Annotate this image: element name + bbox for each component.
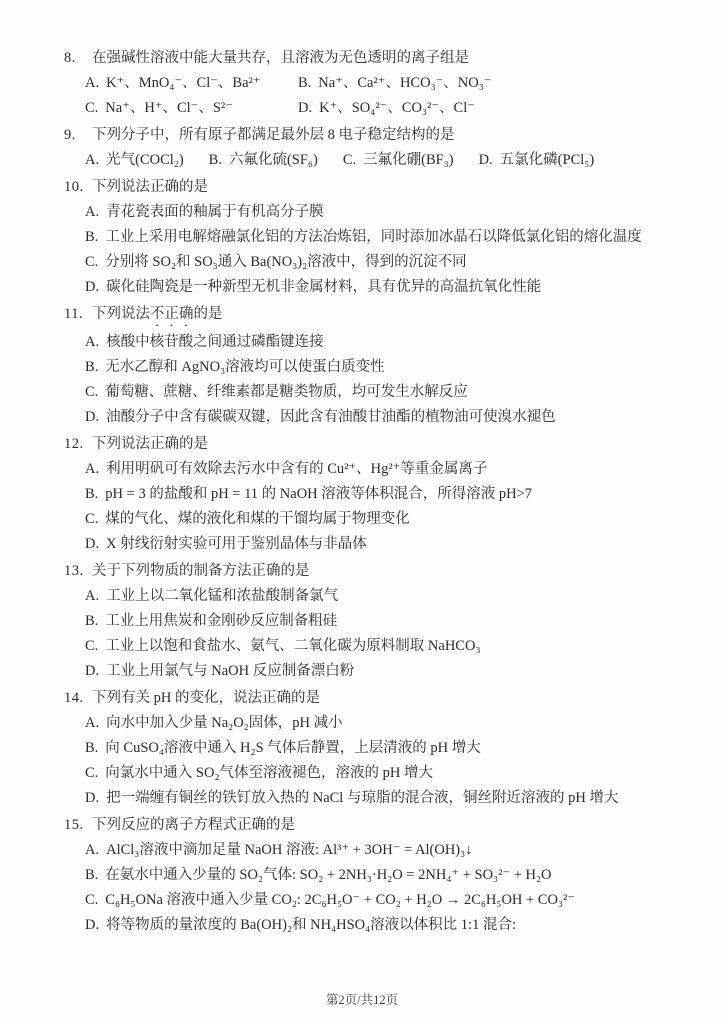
option-text-D: 将等物质的量浓度的 Ba(OH)₂和 NH₄HSO₄溶液以体积比 1:1 混合: [106, 917, 516, 933]
question-12-option-C [85, 507, 690, 532]
question-15-option-C [85, 888, 690, 913]
question-10-option-A [85, 200, 690, 225]
option-label-D: D. [85, 279, 100, 295]
question-10-stem-row [64, 175, 690, 200]
question-8-stem-text: 在强碱性溶液中能大量共存，且溶液为无色透明的离子组是 [92, 50, 469, 66]
option-label-D: D. [478, 152, 493, 168]
option-text-B: 六氟化硫(SF₆) [228, 152, 318, 168]
option-label-D: D. [85, 663, 100, 679]
option-label-C: C. [85, 638, 99, 654]
question-10-stem-text: 下列说法正确的是 [92, 179, 208, 195]
question-13-option-D [85, 659, 690, 684]
question-8-option-D [298, 96, 690, 121]
option-label-A: A. [85, 715, 100, 731]
option-text-A: AlCl₃溶液中滴加足量 NaOH 溶液: Al³⁺ + 3OH⁻ = Al(OH)₃↓ [106, 842, 473, 858]
question-9-stem-row [64, 123, 690, 148]
option-label-A: A. [85, 588, 100, 604]
option-label-B: B. [85, 486, 99, 502]
option-text-C: Na⁺、H⁺、Cl⁻、S²⁻ [105, 100, 233, 116]
option-text-D: K⁺、SO₄²⁻、CO₃²⁻、Cl⁻ [319, 100, 475, 116]
question-10 [64, 175, 690, 300]
question-11-number: 11. [64, 306, 84, 322]
question-13-number: 13. [64, 563, 84, 579]
option-label-C: C. [85, 254, 99, 270]
question-9-number: 9. [64, 127, 76, 143]
question-13-stem-text: 关于下列物质的制备方法正确的是 [92, 563, 310, 579]
question-9-option-B [209, 148, 318, 173]
option-text-D: 工业上用氯气与 NaOH 反应制备漂白粉 [106, 663, 355, 679]
option-label-A: A. [85, 842, 100, 858]
option-label-C: C. [85, 384, 99, 400]
question-11-option-A [85, 330, 690, 355]
question-12-option-B [85, 482, 690, 507]
question-14-option-D [85, 786, 690, 811]
option-text-A: 青花瓷表面的釉属于有机高分子膜 [106, 204, 324, 220]
question-9 [64, 123, 690, 173]
question-8 [64, 46, 690, 121]
option-text-B: 工业上采用电解熔融氯化铝的方法冶炼铝，同时添加冰晶石以降低氯化铝的熔化温度 [105, 229, 642, 245]
question-9-option-D [479, 148, 595, 173]
option-label-D: D. [85, 917, 100, 933]
question-8-option-B [298, 71, 690, 96]
option-label-A: A. [85, 334, 100, 350]
option-text-B: Na⁺、Ca²⁺、HCO₃⁻、NO₃⁻ [318, 75, 492, 91]
option-label-D: D. [85, 536, 100, 552]
option-text-D: 五氯化磷(PCl₅) [499, 152, 595, 168]
question-14-options [85, 711, 690, 811]
question-12-stem-text: 下列说法正确的是 [92, 436, 208, 452]
question-9-option-A [85, 148, 184, 173]
question-13-option-A [85, 584, 690, 609]
question-11-option-B [85, 355, 690, 380]
option-text-A: 向水中加入少量 Na₂O₂固体，pH 减小 [106, 715, 343, 731]
option-label-D: D. [85, 409, 100, 425]
option-text-D: X 射线衍射实验可用于鉴别晶体与非晶体 [106, 536, 367, 552]
question-14-stem-text: 下列有关 pH 的变化，说法正确的是 [92, 690, 320, 706]
question-15-options [85, 838, 690, 938]
option-label-A: A. [85, 461, 100, 477]
question-10-number: 10. [64, 179, 84, 195]
option-label-D: D. [298, 100, 313, 116]
option-label-C: C. [85, 892, 99, 908]
question-10-option-D [85, 275, 690, 300]
question-15-option-A [85, 838, 690, 863]
question-12-stem-row [64, 432, 690, 457]
question-12-option-D [85, 532, 690, 557]
option-text-B: 无水乙醇和 AgNO₃溶液均可以使蛋白质变性 [105, 359, 385, 375]
option-label-B: B. [85, 613, 99, 629]
question-15-stem-text: 下列反应的离子方程式正确的是 [92, 817, 295, 833]
question-14-option-C [85, 761, 690, 786]
question-11-option-C [85, 380, 690, 405]
option-label-C: C. [85, 100, 99, 116]
option-text-C: 分别将 SO₂和 SO₃通入 Ba(NO₃)₂溶液中，得到的沉淀不同 [105, 254, 467, 270]
question-10-option-C [85, 250, 690, 275]
question-9-options [85, 148, 690, 173]
question-10-option-B [85, 225, 690, 250]
question-14 [64, 686, 690, 811]
option-label-B: B. [85, 229, 99, 245]
question-12-options [85, 457, 690, 557]
option-label-C: C. [85, 765, 99, 781]
question-8-options [85, 71, 690, 121]
page-footer: 第2页/共12页 [325, 993, 399, 1007]
option-text-A: K⁺、MnO₄⁻、Cl⁻、Ba²⁺ [106, 75, 261, 91]
option-text-C: 葡萄糖、蔗糖、纤维素都是糖类物质，均可发生水解反应 [105, 384, 468, 400]
option-text-C: 三氟化硼(BF₃) [363, 152, 454, 168]
question-13-option-B [85, 609, 690, 634]
question-11-stem-emphasis: 不正确 [150, 306, 194, 322]
question-15-option-B [85, 863, 690, 888]
option-text-D: 把一端缠有铜丝的铁钉放入热的 NaCl 与琼脂的混合液，铜丝附近溶液的 pH 增大 [106, 790, 619, 806]
question-13-option-C [85, 634, 690, 659]
question-11-options [85, 330, 690, 430]
question-11-stem-row [64, 302, 690, 330]
question-10-options [85, 200, 690, 300]
option-label-C: C. [342, 152, 357, 168]
option-text-A: 光气(COCl₂) [106, 152, 184, 168]
option-text-C: 煤的气化、煤的液化和煤的干馏均属于物理变化 [105, 511, 410, 527]
question-list [64, 46, 690, 938]
option-label-B: B. [85, 359, 99, 375]
question-12-number: 12. [64, 436, 84, 452]
option-label-A: A. [85, 152, 100, 168]
question-9-stem-text: 下列分子中，所有原子都满足最外层 8 电子稳定结构的是 [92, 127, 455, 143]
question-14-option-B [85, 736, 690, 761]
option-label-A: A. [85, 204, 100, 220]
option-text-D: 碳化硅陶瓷是一种新型无机非金属材料，具有优异的高温抗氧化性能 [106, 279, 542, 295]
option-text-B: 工业上用焦炭和金刚砂反应制备粗硅 [105, 613, 338, 629]
option-text-C: 工业上以饱和食盐水、氨气、二氧化碳为原料制取 NaHCO₃ [105, 638, 481, 654]
question-8-stem-row [64, 46, 690, 71]
question-15 [64, 813, 690, 938]
question-11-stem-text: 下列说法不正确的是 [92, 306, 223, 322]
option-text-B: 在氨水中通入少量的 SO₂气体: SO₂ + 2NH₃·H₂O = 2NH₄⁺ + SO₃²⁻ + H₂O [105, 867, 552, 883]
option-label-C: C. [85, 511, 99, 527]
option-label-B: B. [208, 152, 222, 168]
question-8-option-A [85, 71, 298, 96]
exam-content [64, 46, 690, 940]
option-text-A: 核酸中核苷酸之间通过磷酯键连接 [106, 334, 324, 350]
option-text-C: C₆H₅ONa 溶液中通入少量 CO₂: 2C₆H₅O⁻ + CO₂ + H₂O → 2C₆H₅OH + CO₃²⁻ [105, 892, 576, 908]
option-label-A: A. [85, 75, 100, 91]
option-text-B: pH = 3 的盐酸和 pH = 11 的 NaOH 溶液等体积混合，所得溶液 pH>7 [105, 486, 533, 502]
option-text-B: 向 CuSO₄溶液中通入 H₂S 气体后静置，上层清液的 pH 增大 [105, 740, 481, 756]
option-text-C: 向氯水中通入 SO₂气体至溶液褪色，溶液的 pH 增大 [105, 765, 433, 781]
question-12 [64, 432, 690, 557]
question-9-option-C [343, 148, 454, 173]
option-label-B: B. [85, 740, 99, 756]
question-15-option-D [85, 913, 690, 938]
question-8-number: 8. [64, 50, 76, 66]
option-text-D: 油酸分子中含有碳碳双键，因此含有油酸甘油酯的植物油可使溴水褪色 [106, 409, 556, 425]
question-14-option-A [85, 711, 690, 736]
question-8-option-C [85, 96, 298, 121]
option-label-B: B. [85, 867, 99, 883]
question-11 [64, 302, 690, 430]
question-15-number: 15. [64, 817, 84, 833]
question-13-options [85, 584, 690, 684]
question-11-option-D [85, 405, 690, 430]
question-14-number: 14. [64, 690, 84, 706]
question-15-stem-row [64, 813, 690, 838]
question-13 [64, 559, 690, 684]
question-12-option-A [85, 457, 690, 482]
option-text-A: 利用明矾可有效除去污水中含有的 Cu²⁺、Hg²⁺等重金属离子 [106, 461, 488, 477]
option-label-D: D. [85, 790, 100, 806]
question-13-stem-row [64, 559, 690, 584]
option-text-A: 工业上以二氧化锰和浓盐酸制备氯气 [106, 588, 339, 604]
option-label-B: B. [298, 75, 312, 91]
question-14-stem-row [64, 686, 690, 711]
